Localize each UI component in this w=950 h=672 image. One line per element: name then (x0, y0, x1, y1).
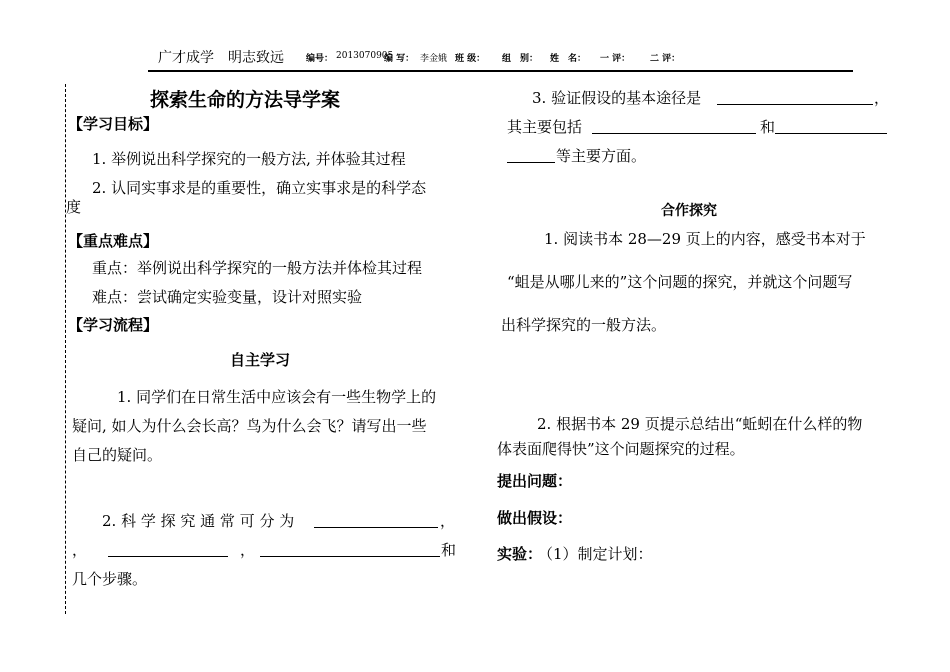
q3-blank-3[interactable] (775, 117, 887, 134)
q3-prefix: 3. 验证假设的基本途径是 (532, 89, 702, 107)
q3-line3-suffix: 等主要方面。 (556, 147, 647, 165)
q1-line2: 疑问, 如人为什么会长高？鸟为什么会飞？请写出一些 (72, 417, 427, 435)
objective-2-line1: 2. 认同实事求是的重要性，确立实事求是的科学态 (92, 179, 427, 197)
header-code-value: 2013070905 (336, 51, 394, 61)
process-heading: 【学习流程】 (68, 316, 159, 334)
objective-2-line2: 度 (66, 198, 82, 216)
motto: 广才成学 明志致远 (158, 50, 284, 66)
q2-comma-3: ， (240, 541, 256, 559)
q3-comma: ， (874, 89, 890, 107)
header-class-label: 班 级： (455, 54, 486, 64)
header-name-label: 姓 名： (550, 54, 587, 64)
header-rule (148, 70, 853, 72)
q2-blank-3[interactable] (260, 540, 440, 557)
binding-dashed-line (65, 84, 66, 614)
q3-and: 和 (760, 118, 776, 136)
q3-blank-4[interactable] (507, 146, 555, 163)
header-writer-label: 编 写： (384, 54, 415, 64)
q3-line2-prefix: 其主要包括 (507, 118, 583, 136)
page-title: 探索生命的方法导学案 (150, 89, 341, 111)
c1-line2: “蛆是从哪儿来的”这个问题的探究，并就这个问题写 (507, 273, 853, 291)
header-code-label: 编号： (306, 54, 334, 64)
objective-1: 1. 举例说出科学探究的一般方法, 并体验其过程 (92, 150, 406, 168)
objectives-heading: 【学习目标】 (68, 115, 159, 133)
header-writer-value: 李金娥 (420, 54, 448, 64)
experiment-label: 实验： (497, 545, 543, 563)
header-eval2-label: 二 评： (650, 54, 681, 64)
q2-and: 和 (441, 541, 457, 559)
c1-line3: 出科学探究的一般方法。 (501, 316, 667, 334)
difficulty: 难点：尝试确定实验变量，设计对照实验 (92, 288, 363, 306)
q1-line3: 自己的疑问。 (72, 446, 163, 464)
q2-blank-2[interactable] (108, 540, 228, 557)
q2-end: 几个步骤。 (72, 570, 148, 588)
q2-prefix: 2. 科 学 探 究 通 常 可 分 为 (102, 512, 295, 530)
self-study-heading: 自主学习 (230, 351, 291, 369)
raise-question-label: 提出问题： (497, 472, 573, 490)
c2-line1: 2. 根据书本 29 页提示总结出“蚯蚓在什么样的物 (537, 415, 863, 433)
experiment-step: （1）制定计划： (538, 545, 653, 563)
c2-line2: 体表面爬得快”这个问题探究的过程。 (497, 440, 745, 458)
header-group-label: 组 别： (502, 54, 539, 64)
keypoints-heading: 【重点难点】 (68, 232, 159, 250)
q2-comma-1: ， (440, 512, 456, 530)
key-point: 重点：举例说出科学探究的一般方法并体检其过程 (92, 259, 423, 277)
coop-heading: 合作探究 (661, 203, 717, 219)
q1-line1: 1. 同学们在日常生活中应该会有一些生物学上的 (117, 388, 437, 406)
q2-comma-2: ， (72, 541, 88, 559)
hypothesis-label: 做出假设： (497, 509, 573, 527)
q3-blank-2[interactable] (592, 117, 756, 134)
q2-blank-1[interactable] (314, 511, 438, 528)
q3-blank-1[interactable] (717, 88, 873, 105)
header-eval1-label: 一 评： (600, 54, 631, 64)
c1-line1: 1. 阅读书本 28—29 页上的内容，感受书本对于 (544, 230, 866, 248)
